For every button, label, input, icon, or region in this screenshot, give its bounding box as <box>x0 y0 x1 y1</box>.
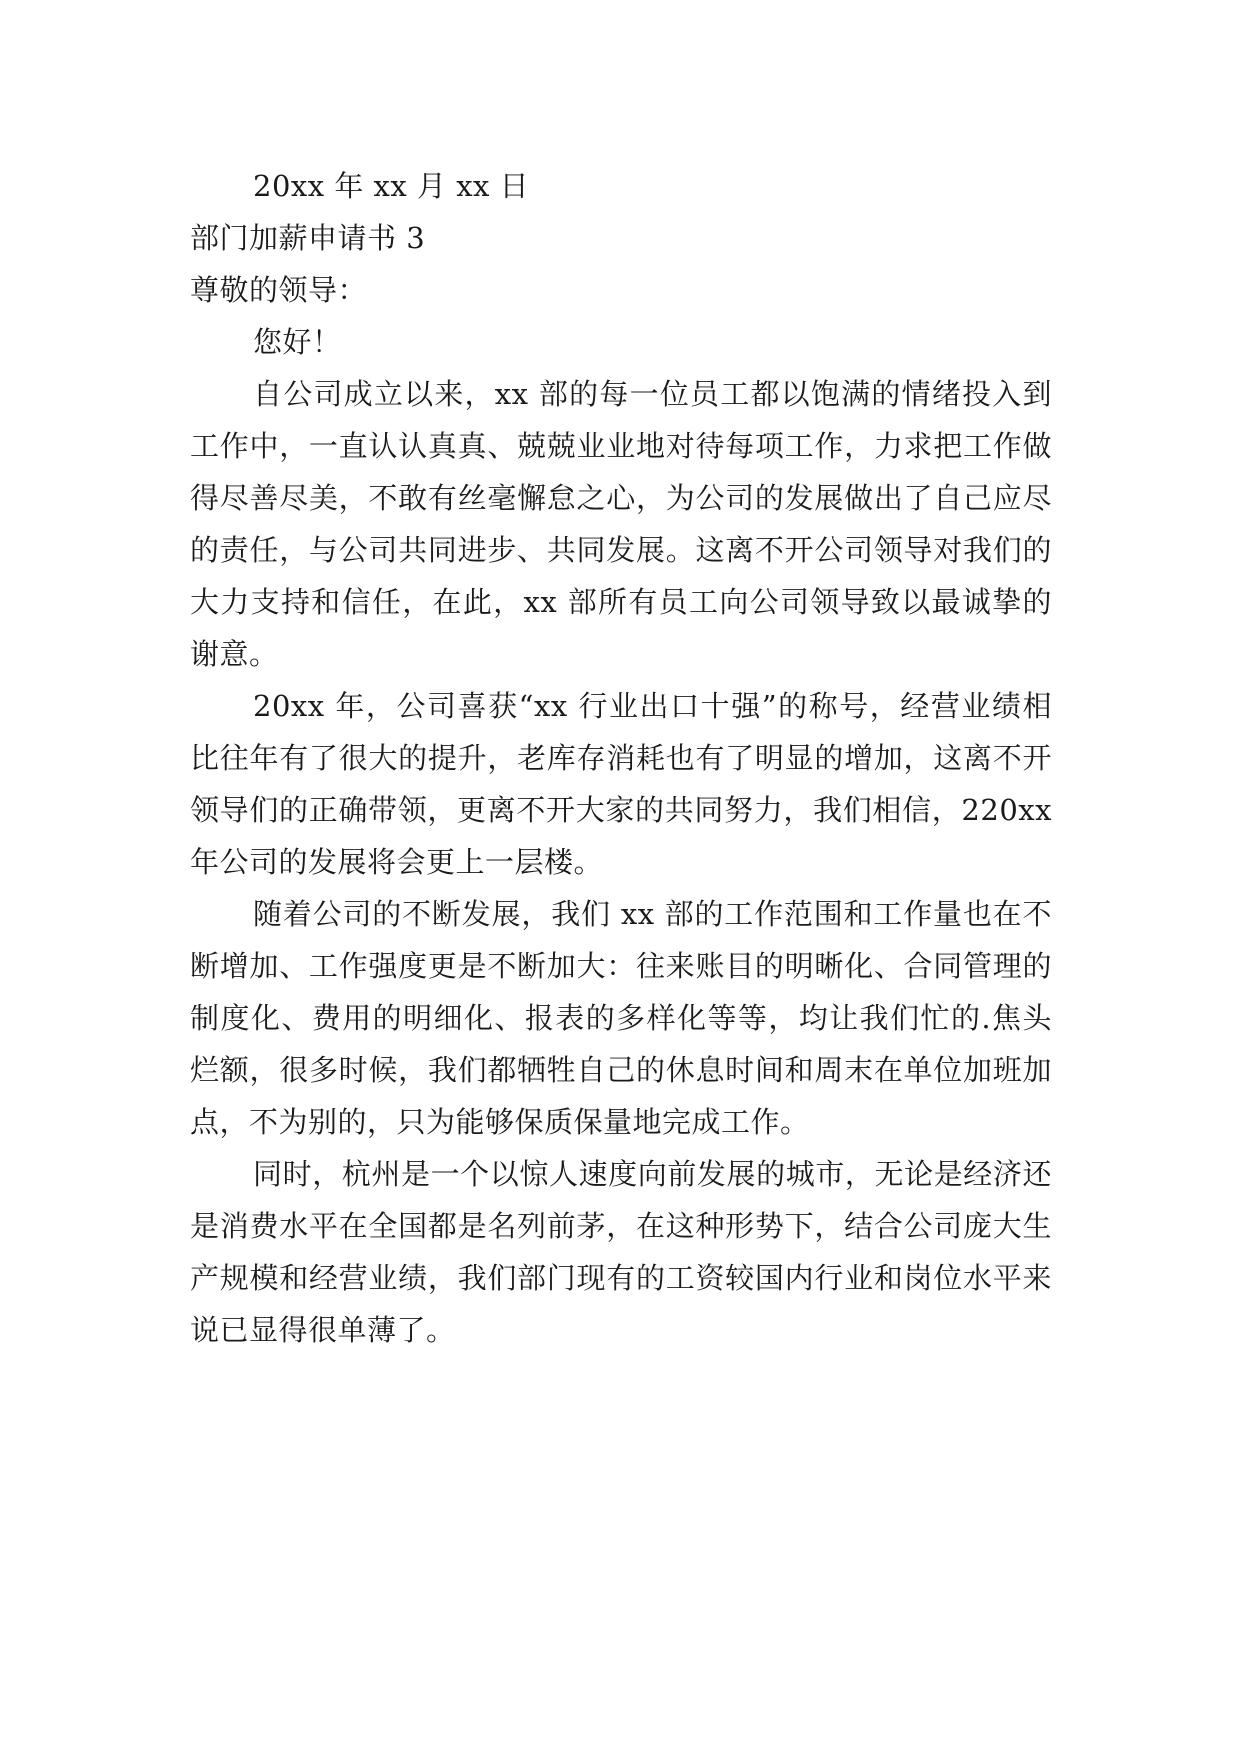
letter-date: 20xx 年 xx 月 xx 日 <box>253 169 530 203</box>
document-body <box>190 160 1052 1356</box>
letter-title: 部门加薪申请书 3 <box>190 221 426 255</box>
paragraph-workload: 随着公司的不断发展，我们 xx 部的工作范围和工作量也在不断增加、工作强度更是不断加大：往来账目的明晰化、合同管理的制度化、费用的明细化、报表的多样化等等，均让我们忙的.焦头烂额，很多时候，我们都牺牲自己的休息时间和周末在单位加班加点，不为别的，只为能够保质保量地完成工作。 <box>190 897 1052 1139</box>
paragraph-salary-context: 同时，杭州是一个以惊人速度向前发展的城市，无论是经济还是消费水平在全国都是名列前茅，在这种形势下，结合公司庞大生产规模和经营业绩，我们部门现有的工资较国内行业和岗位水平来说已显得很单薄了。 <box>190 1157 1052 1347</box>
letter-greeting: 您好！ <box>253 325 342 359</box>
paragraph-achievements: 20xx 年，公司喜获“xx 行业出口十强”的称号，经营业绩相比往年有了很大的提升，老库存消耗也有了明显的增加，这离不开领导们的正确带领，更离不开大家的共同努力，我们相信，220xx 年公司的发展将会更上一层楼。 <box>190 689 1052 879</box>
letter-salutation: 尊敬的领导： <box>190 273 368 307</box>
paragraph-gratitude: 自公司成立以来，xx 部的每一位员工都以饱满的情绪投入到工作中，一直认认真真、兢兢业业地对待每项工作，力求把工作做得尽善尽美，不敢有丝毫懈怠之心，为公司的发展做出了自己应尽的责任，与公司共同进步、共同发展。这离不开公司领导对我们的大力支持和信任，在此，xx 部所有员工向公司领导致以最诚挚的谢意。 <box>190 377 1052 671</box>
